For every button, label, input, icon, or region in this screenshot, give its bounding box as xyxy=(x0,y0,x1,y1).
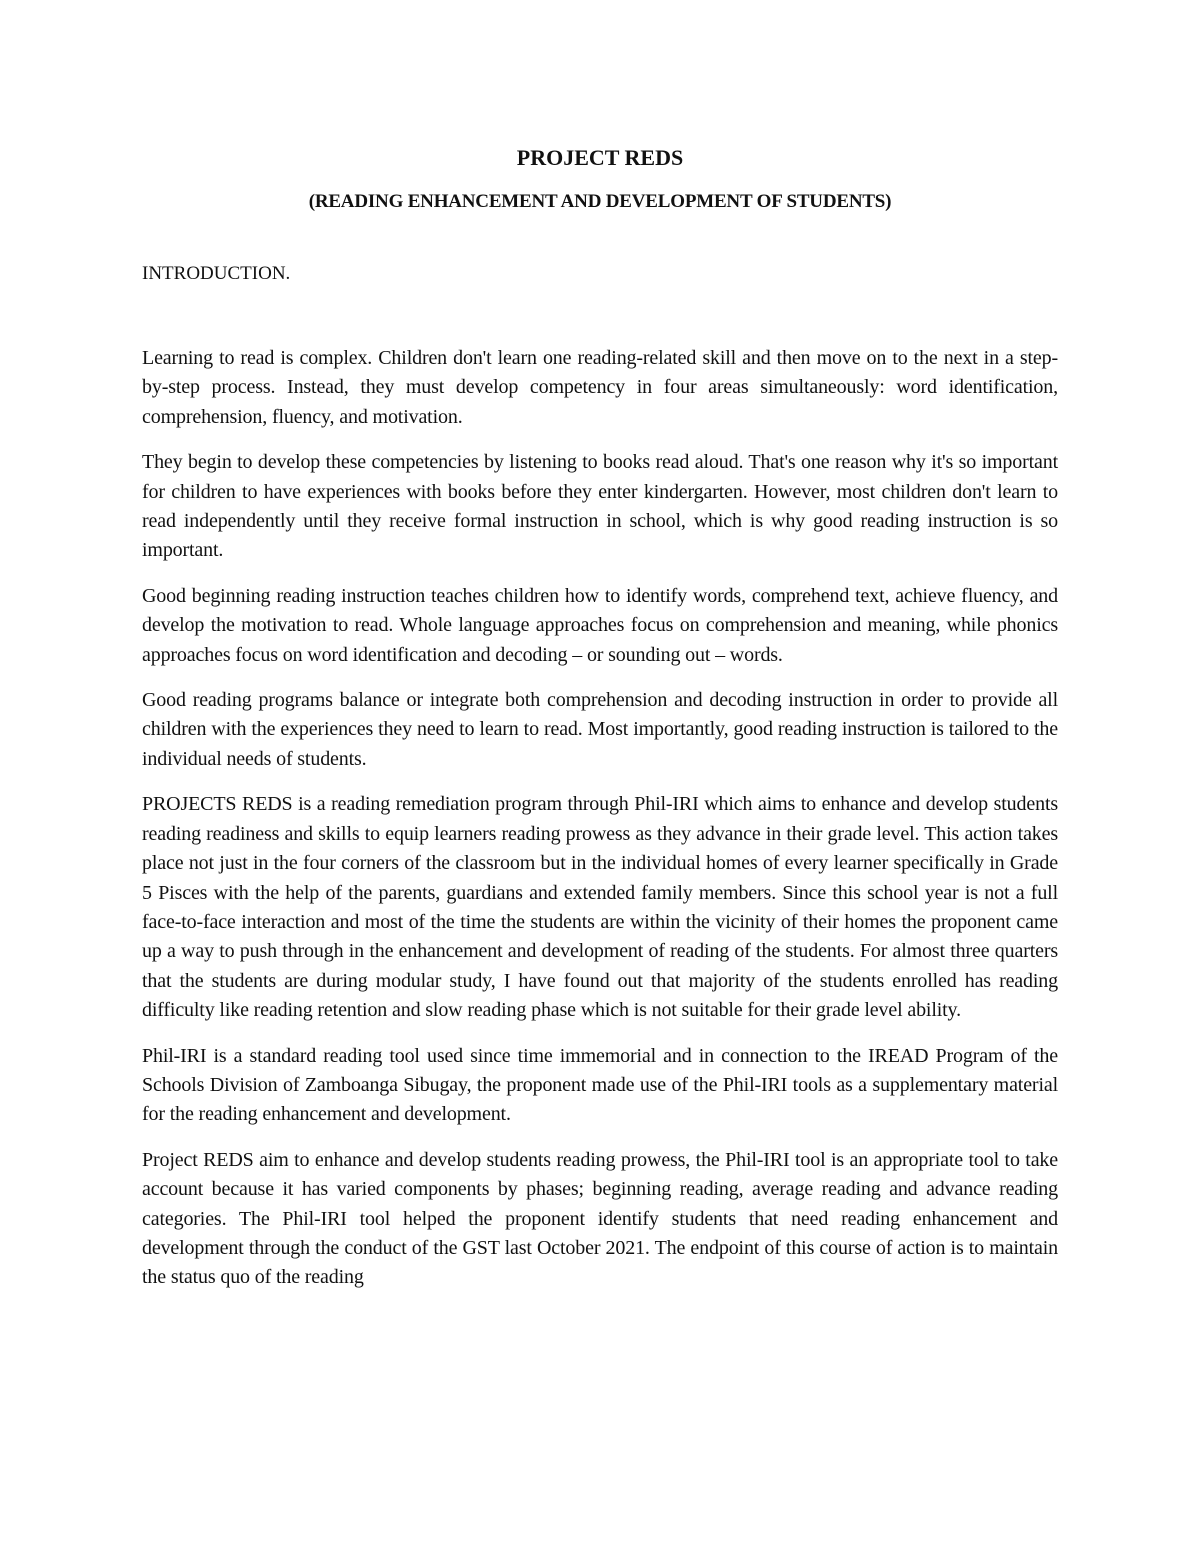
paragraph-6: Phil-IRI is a standard reading tool used since time immemorial and in connection to the IREAD Program of the Schools Division of Zamboanga Sibugay, the proponent made use of the Phil-IRI tools as a supplementary material for the reading enhancement and development. xyxy=(142,1044,1058,1126)
paragraph-5: PROJECTS REDS is a reading remediation program through Phil-IRI which aims to enhance and develop students reading readiness and skills to equip learners reading prowess as they advance in their grade level. This action takes place not just in the four corners of the classroom but in the individual homes of every learner specifically in Grade 5 Pisces with the help of the parents, guardians and extended family members. Since this school year is not a full face-to-face interaction and most of the time the students are within the vicinity of their homes the proponent came up a way to push through in the enhancement and development of reading of the students. For almost three quarters that the students are during modular study, I have found out that majority of the students enrolled has reading difficulty like reading retention and slow reading phase which is not suitable for their grade level ability. xyxy=(142,793,1058,1022)
paragraph-2: They begin to develop these competencies by listening to books read aloud. That's one reason why it's so important for children to have experiences with books before they enter kindergarten. However, most children don't learn to read independently until they receive formal instruction in school, which is why good reading instruction is so important. xyxy=(142,451,1058,562)
paragraph-3: Good beginning reading instruction teaches children how to identify words, comprehend text, achieve fluency, and develop the motivation to read. Whole language approaches focus on comprehension and meaning, while phonics approaches focus on word identification and decoding – or sounding out – words. xyxy=(142,584,1058,666)
section-heading-introduction: INTRODUCTION. xyxy=(142,263,291,284)
introduction-body xyxy=(142,344,1058,1293)
paragraph-1: Learning to read is complex. Children don't learn one reading-related skill and then move on to the next in a step-by-step process. Instead, they must develop competency in four areas simultaneously: word identification, comprehension, fluency, and motivation. xyxy=(142,347,1058,428)
paragraph-4: Good reading programs balance or integrate both comprehension and decoding instruction in order to provide all children with the experiences they need to learn to read. Most importantly, good reading instruction is tailored to the individual needs of students. xyxy=(142,689,1058,770)
document-subtitle: (READING ENHANCEMENT AND DEVELOPMENT OF STUDENTS) xyxy=(308,191,892,212)
paragraph-7: Project REDS aim to enhance and develop students reading prowess, the Phil-IRI tool is an appropriate tool to take account because it has varied components by phases; beginning reading, average reading and advance reading categories. The Phil-IRI tool helped the proponent identify students that need reading enhancement and development through the conduct of the GST last October 2021. The endpoint of this course of action is to maintain the status quo of the reading xyxy=(142,1148,1058,1289)
document-content xyxy=(142,140,1058,1309)
document-title: PROJECT REDS xyxy=(516,145,684,170)
